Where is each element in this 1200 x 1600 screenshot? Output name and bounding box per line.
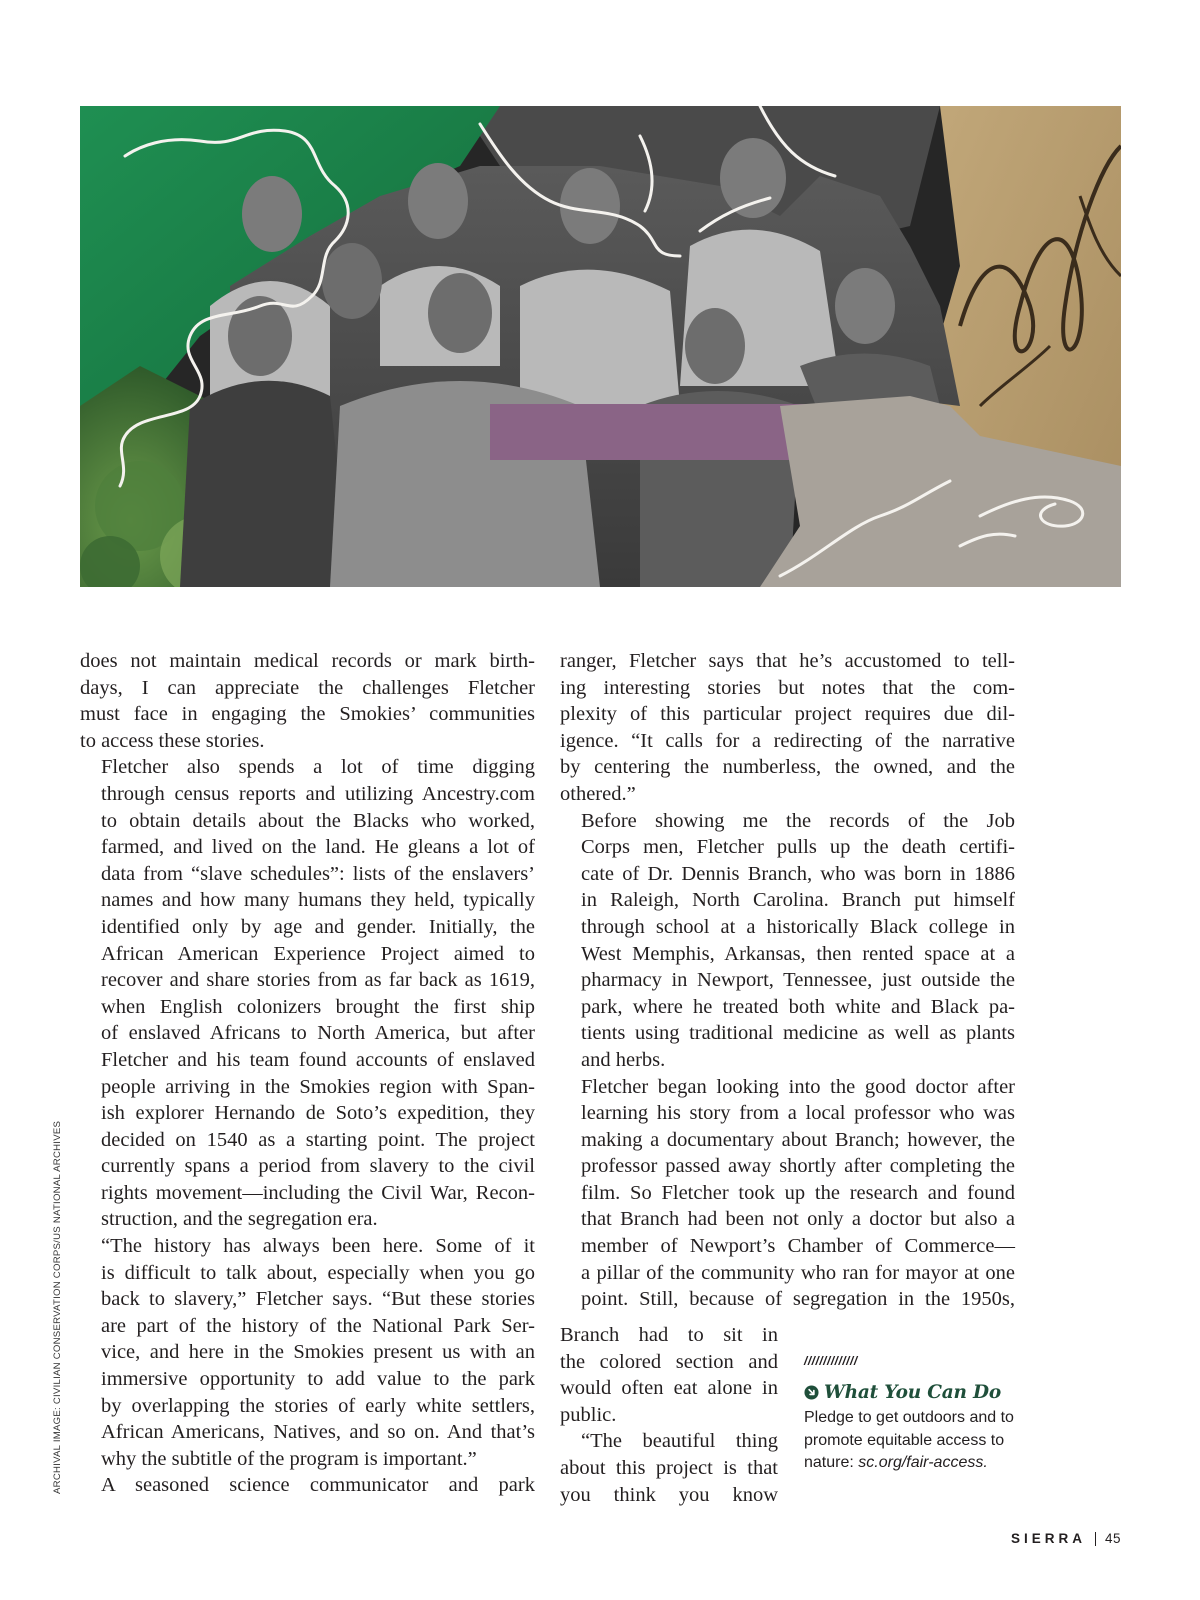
arrow-circle-icon — [804, 1385, 819, 1400]
magazine-name: SIERRA — [1010, 1531, 1086, 1546]
text-line: to access these stories. — [80, 729, 265, 752]
text-line: data from “slave schedules”: lists of the enslavers’ — [101, 862, 535, 885]
text-line: must face in engaging the Smokies’ communities — [80, 703, 535, 726]
text-line: African American Experience Project aimed to — [101, 942, 535, 965]
paragraph — [80, 1472, 535, 1499]
text-line: Corps men, Fletcher pulls up the death certifi- — [581, 836, 1015, 859]
paragraph — [80, 1233, 535, 1472]
text-line: vice, and here in the Smokies present us with an — [101, 1341, 535, 1364]
text-line: through school at a historically Black college in — [581, 915, 1015, 938]
text-line: and herbs. — [581, 1048, 666, 1071]
text-line: “The beautiful thing — [581, 1430, 778, 1453]
text-line: making a documentary about Branch; however, the — [581, 1128, 1015, 1151]
text-line: member of Newport’s Chamber of Commerce— — [581, 1235, 1015, 1258]
text-line: A seasoned science communicator and park — [101, 1474, 535, 1497]
text-line: why the subtitle of the program is important.” — [101, 1447, 477, 1470]
article-column-right — [560, 648, 1015, 1313]
text-line: in Raleigh, North Carolina. Branch put himself — [581, 889, 1015, 912]
text-line: currently spans a period from slavery to the civil — [101, 1155, 535, 1178]
text-line: African Americans, Natives, and so on. And that’s — [101, 1421, 535, 1444]
fair-access-link[interactable]: sc.org/fair-access. — [858, 1454, 988, 1471]
text-line: of enslaved Africans to North America, but after — [101, 1022, 535, 1045]
text-line: people arriving in the Smokies region with Span- — [101, 1075, 535, 1098]
text-line: cate of Dr. Dennis Branch, who was born in 1886 — [581, 862, 1015, 885]
sidebar-header — [804, 1382, 1019, 1403]
text-line: by overlapping the stories of early white settlers, — [101, 1394, 535, 1417]
text-line: ish explorer Hernando de Soto’s expedition, they — [101, 1102, 535, 1125]
text-line: Fletcher and his team found accounts of enslaved — [101, 1048, 535, 1071]
photo-credit: ARCHIVAL IMAGE: CIVILIAN CONSERVATION CORPS/US NATIONAL ARCHIVES — [52, 1120, 63, 1494]
text-line: back to slavery,” Fletcher says. “But these stories — [101, 1288, 535, 1311]
text-line: the colored section and — [560, 1350, 778, 1373]
text-line: othered.” — [560, 782, 636, 805]
text-line: is difficult to talk about, especially when you go — [101, 1261, 535, 1284]
text-line: does not maintain medical records or mark birth- — [80, 650, 535, 672]
sidebar-divider: ////////////// — [804, 1354, 858, 1368]
text-line: tients using traditional medicine as well as plants — [581, 1022, 1015, 1045]
text-line: Before showing me the records of the Job — [581, 809, 1015, 832]
article-column-right-narrow — [560, 1322, 778, 1508]
text-line: days, I can appreciate the challenges Fletcher — [80, 676, 535, 699]
text-line: struction, and the segregation era. — [101, 1208, 378, 1231]
page-footer — [1011, 1531, 1121, 1546]
page-number: 45 — [1104, 1531, 1121, 1546]
text-line: recover and share stories from as far back as 1619, — [101, 969, 535, 992]
text-line: plexity of this particular project requires due dil- — [560, 703, 1015, 726]
text-line: point. Still, because of segregation in the 1950s, — [581, 1288, 1015, 1311]
text-line: decided on 1540 as a starting point. The project — [101, 1128, 535, 1151]
text-line: learning his story from a local professor who was — [581, 1102, 1015, 1125]
sidebar-text: Pledge to get outdoors and to promote equitable access to nature: — [804, 1409, 1014, 1471]
text-line: rights movement—including the Civil War, Recon- — [101, 1181, 535, 1204]
text-line: “The history has always been here. Some of it — [101, 1235, 535, 1258]
divider — [1095, 1532, 1096, 1546]
text-line: through census reports and utilizing Ancestry.com — [101, 782, 535, 805]
text-line: a pillar of the community who ran for mayor at one — [581, 1261, 1015, 1284]
text-line: would often eat alone in — [560, 1377, 778, 1400]
what-you-can-do-sidebar — [804, 1354, 1019, 1475]
sidebar-body — [804, 1407, 1019, 1475]
text-line: park, where he treated both white and Black pa- — [581, 995, 1015, 1018]
text-line: by centering the numberless, the owned, and the — [560, 756, 1015, 779]
paragraph — [560, 808, 1015, 1074]
paragraph — [80, 754, 535, 1233]
text-line: identified only by age and gender. Initially, the — [101, 915, 535, 938]
text-line: farmed, and lived on the land. He gleans a lot of — [101, 836, 535, 859]
text-line: about this project is that — [560, 1456, 778, 1479]
article-column-left — [80, 648, 535, 1499]
text-line: to obtain details about the Blacks who worked, — [101, 809, 535, 832]
paragraph — [80, 648, 535, 754]
text-line: West Memphis, Arkansas, then rented space at a — [581, 942, 1015, 965]
text-line: pharmacy in Newport, Tennessee, just outside the — [581, 969, 1015, 992]
text-line: Fletcher began looking into the good doctor after — [581, 1075, 1015, 1098]
text-line: Fletcher also spends a lot of time digging — [101, 756, 535, 779]
text-line: when English colonizers brought the first ship — [101, 995, 535, 1018]
text-line: igence. “It calls for a redirecting of the narrative — [560, 729, 1015, 752]
text-line: ranger, Fletcher says that he’s accustomed to tell- — [560, 650, 1015, 672]
text-line: professor passed away shortly after completing the — [581, 1155, 1015, 1178]
text-line: public. — [560, 1403, 617, 1426]
sidebar-title: What You Can Do — [824, 1382, 1002, 1403]
hero-collage-image — [80, 106, 1121, 587]
text-line: ing interesting stories but notes that the com- — [560, 676, 1015, 699]
text-line: are part of the history of the National Park Ser- — [101, 1314, 535, 1337]
paragraph — [560, 648, 1015, 808]
text-line: film. So Fletcher took up the research and found — [581, 1181, 1015, 1204]
text-line: names and how many humans they held, typically — [101, 889, 535, 912]
text-line: that Branch had been not only a doctor but also a — [581, 1208, 1015, 1231]
text-line: you think you know — [560, 1483, 778, 1506]
text-line: Branch had to sit in — [560, 1324, 778, 1346]
paragraph — [560, 1074, 1015, 1313]
text-line: immersive opportunity to add value to the park — [101, 1368, 535, 1391]
